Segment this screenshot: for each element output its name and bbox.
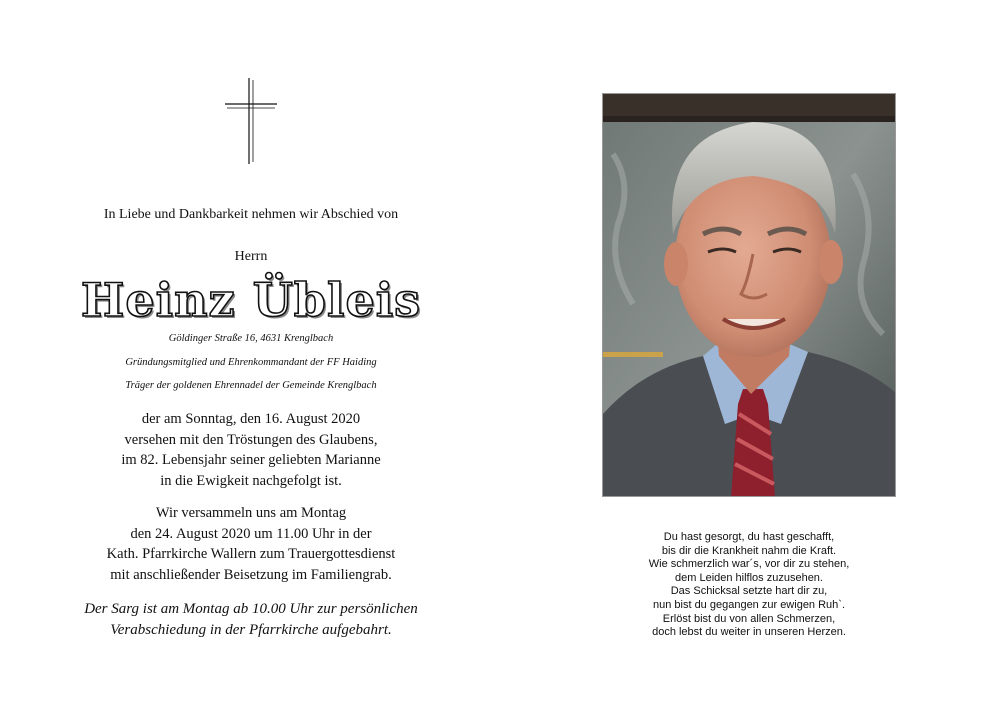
death-line: in die Ewigkeit nachgefolgt ist. bbox=[160, 472, 342, 489]
death-line: versehen mit den Tröstungen des Glaubens, bbox=[124, 431, 378, 448]
service-line: Kath. Pfarrkirche Wallern zum Trauergottesdienst bbox=[106, 546, 396, 562]
service-line: den 24. August 2020 um 11.00 Uhr in der bbox=[130, 525, 372, 542]
role-2: Träger der goldenen Ehrennadel der Gemeinde Krenglbach bbox=[125, 380, 377, 391]
poem-line: bis dir die Krankheit nahm die Kraft. bbox=[661, 544, 837, 557]
death-line: im 82. Lebensjahr seiner geliebten Marianne bbox=[121, 452, 381, 468]
poem-line: Das Schicksal setzte hart dir zu, bbox=[670, 585, 828, 598]
service-info bbox=[50, 503, 452, 585]
notice-column bbox=[50, 0, 452, 708]
salutation: Herrn bbox=[234, 249, 268, 264]
poem bbox=[602, 531, 896, 640]
service-line: mit anschließender Beisetzung im Familiengrab. bbox=[110, 566, 392, 583]
intro-text: In Liebe und Dankbarkeit nehmen wir Abschied von bbox=[103, 207, 399, 222]
poem-line: Wie schmerzlich war´s, vor dir zu stehen, bbox=[648, 558, 850, 571]
poem-line: dem Leiden hilflos zuzusehen. bbox=[675, 571, 823, 584]
address: Göldinger Straße 16, 4631 Krenglbach bbox=[168, 333, 334, 344]
role-1: Gründungsmitglied und Ehrenkommandant der FF Haiding bbox=[125, 357, 377, 368]
coffin-info bbox=[50, 599, 452, 640]
poem-line: Erlöst bist du von allen Schmerzen, bbox=[662, 612, 836, 625]
poem-line: doch lebst du weiter in unseren Herzen. bbox=[652, 626, 846, 639]
cross-icon bbox=[225, 78, 277, 164]
service-line: Wir versammeln uns am Montag bbox=[155, 505, 347, 521]
coffin-line: Der Sarg ist am Montag ab 10.00 Uhr zur persönlichen bbox=[84, 601, 418, 617]
death-announcement bbox=[50, 409, 452, 491]
poem-line: nun bist du gegangen zur ewigen Ruh`. bbox=[652, 598, 846, 611]
coffin-line: Verabschiedung in der Pfarrkirche aufgebahrt. bbox=[110, 621, 392, 638]
death-line: der am Sonntag, den 16. August 2020 bbox=[141, 411, 361, 427]
portrait-photo bbox=[602, 93, 896, 497]
deceased-name: Heinz Übleis bbox=[80, 273, 422, 327]
poem-line: Du hast gesorgt, du hast geschafft, bbox=[663, 531, 835, 543]
portrait-illustration bbox=[603, 94, 896, 497]
